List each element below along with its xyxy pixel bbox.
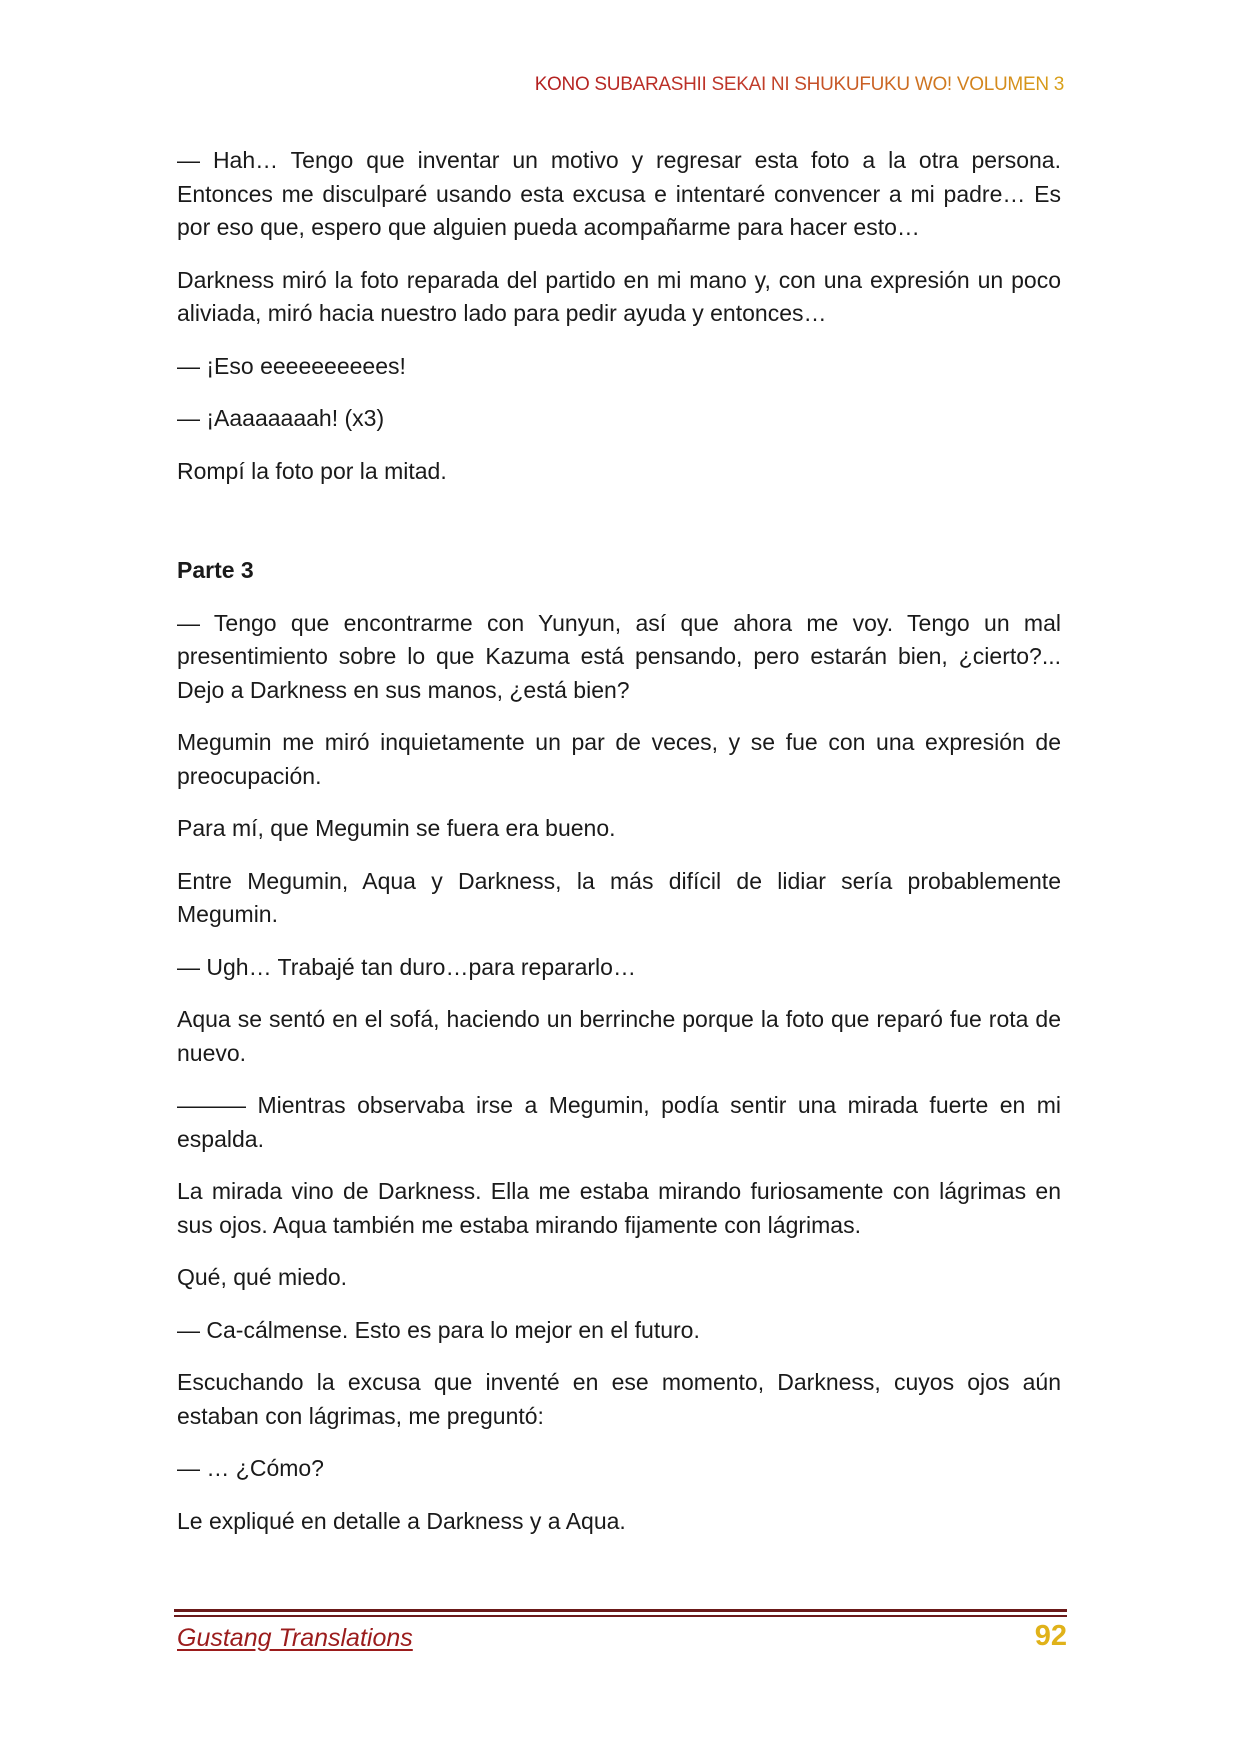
paragraph: Escuchando la excusa que inventé en ese momento, Darkness, cuyos ojos aún estaban con lágrimas, me preguntó: bbox=[177, 1369, 1061, 1429]
section-heading: Parte 3 bbox=[177, 557, 254, 583]
paragraph: Megumin me miró inquietamente un par de veces, y se fue con una expresión de preocupación. bbox=[177, 729, 1061, 789]
footer-divider bbox=[174, 1609, 1067, 1612]
paragraph: — Ca-cálmense. Esto es para lo mejor en el futuro. bbox=[177, 1316, 700, 1343]
paragraph: — … ¿Cómo? bbox=[177, 1455, 324, 1481]
paragraph: Aqua se sentó en el sofá, haciendo un berrinche porque la foto que reparó fue rota de nuevo. bbox=[177, 1006, 1061, 1066]
paragraph: Para mí, que Megumin se fuera era bueno. bbox=[177, 815, 616, 841]
paragraph: — Ugh… Trabajé tan duro…para repararlo… bbox=[177, 953, 636, 980]
running-header: KONO SUBARASHII SEKAI NI SHUKUFUKU WO! VOLUMEN 3 bbox=[534, 74, 1064, 95]
paragraph: — ¡Aaaaaaaah! (x3) bbox=[177, 405, 385, 431]
paragraph: ——— Mientras observaba irse a Megumin, podía sentir una mirada fuerte en mi espalda. bbox=[177, 1092, 1061, 1152]
paragraph: — Tengo que encontrarme con Yunyun, así que ahora me voy. Tengo un mal presentimiento sobre lo que Kazuma está pensando, pero estarán bien, ¿cierto?... Dejo a Darkness en sus manos, ¿está bien? bbox=[177, 609, 1061, 703]
footer-divider bbox=[174, 1615, 1067, 1617]
paragraph: — Hah… Tengo que inventar un motivo y regresar esta foto a la otra persona. Entonces me disculparé usando esta excusa e intentaré convencer a mi padre… Es por eso que, espero que alguien pueda acompañarme para hacer esto… bbox=[177, 147, 1061, 240]
paragraph: Le expliqué en detalle a Darkness y a Aqua. bbox=[177, 1507, 626, 1534]
page-body bbox=[177, 144, 1061, 1538]
paragraph: Darkness miró la foto reparada del partido en mi mano y, con una expresión un poco aliviada, miró hacia nuestro lado para pedir ayuda y entonces… bbox=[177, 266, 1061, 326]
page-number: 92 bbox=[1034, 1620, 1067, 1652]
paragraph: Qué, qué miedo. bbox=[177, 1264, 348, 1290]
paragraph: — ¡Eso eeeeeeeeees! bbox=[177, 352, 406, 379]
translator-credit: Gustang Translations bbox=[177, 1624, 413, 1652]
paragraph: Rompí la foto por la mitad. bbox=[177, 457, 447, 484]
paragraph: Entre Megumin, Aqua y Darkness, la más difícil de lidiar sería probablemente Megumin. bbox=[177, 867, 1061, 927]
paragraph: La mirada vino de Darkness. Ella me estaba mirando furiosamente con lágrimas en sus ojos. Aqua también me estaba mirando fijamente con lágrimas. bbox=[177, 1178, 1061, 1238]
